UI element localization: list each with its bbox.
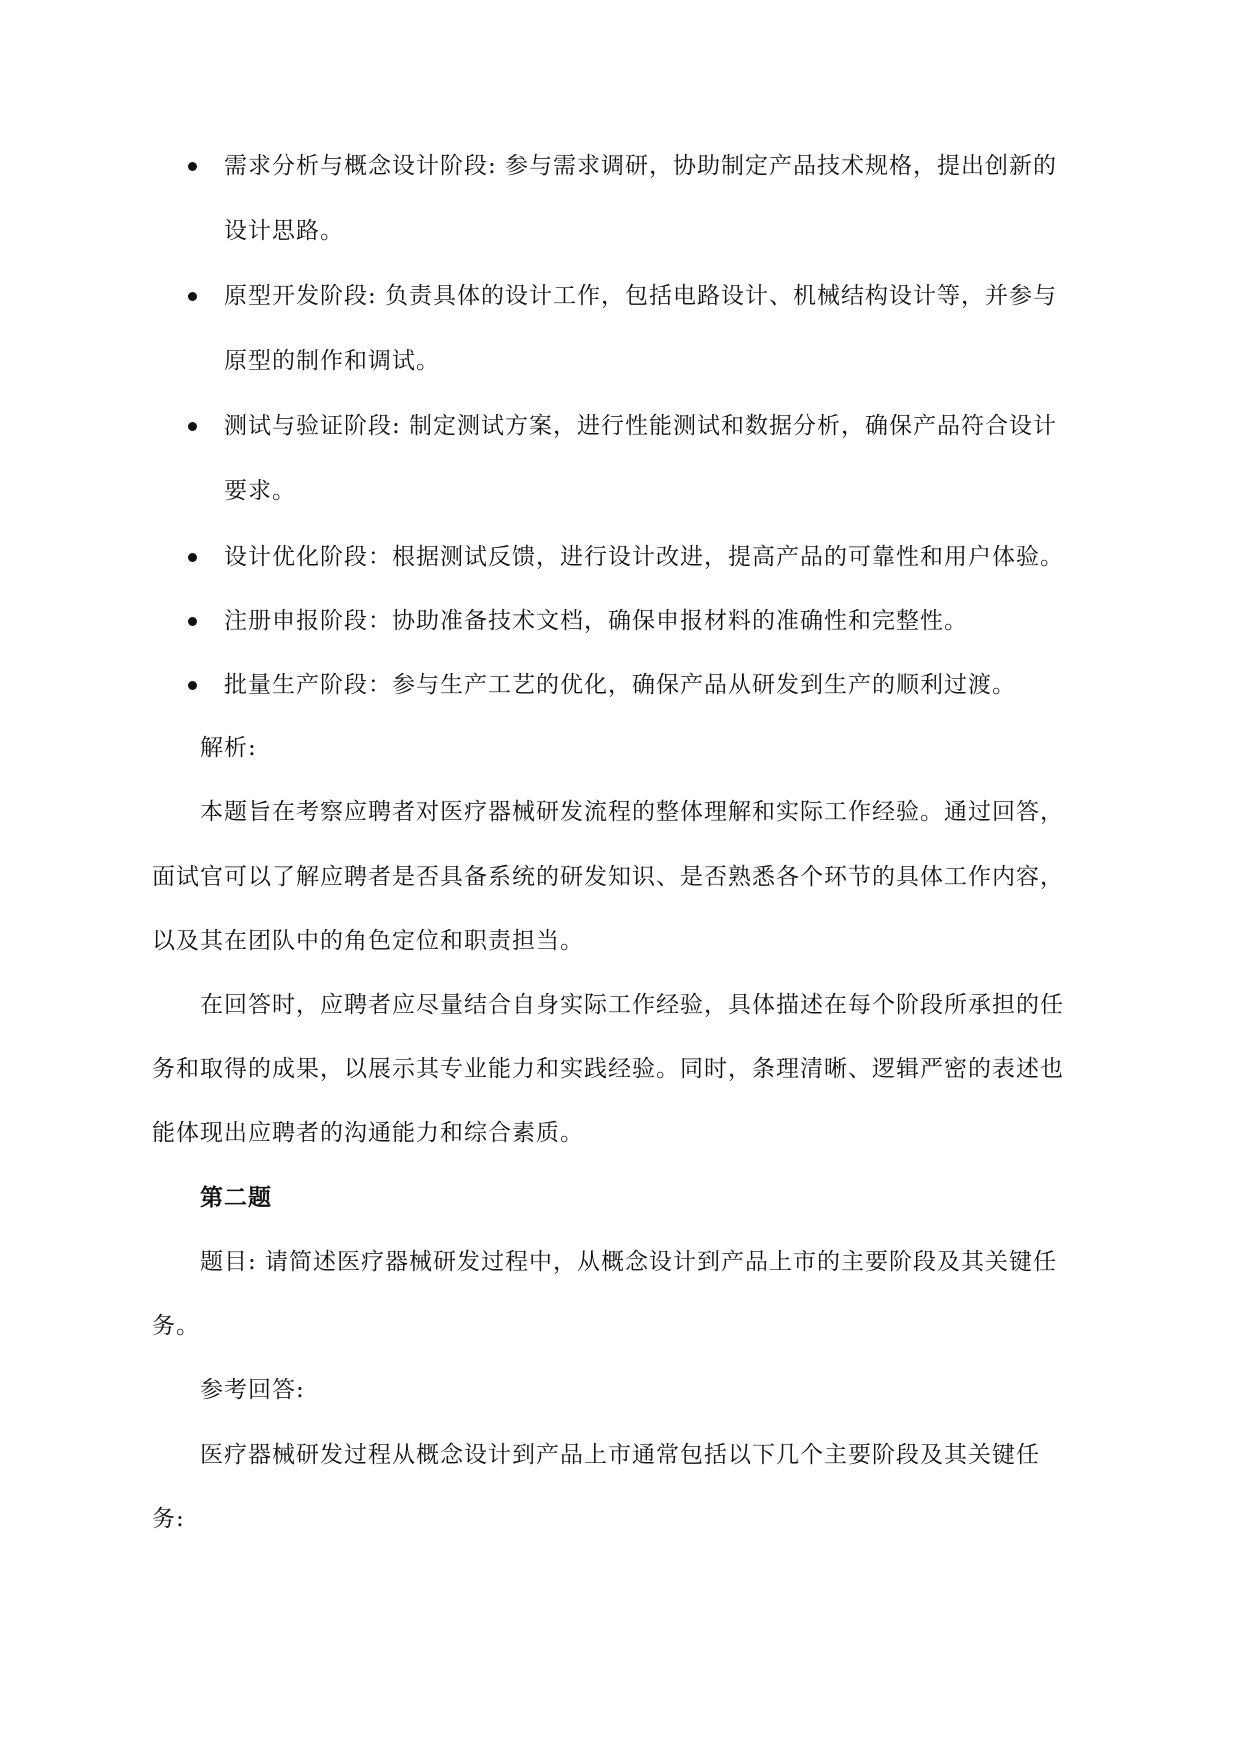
section-heading: 第二题	[200, 1184, 272, 1211]
answer-label: 参考回答:	[200, 1377, 305, 1403]
bullet-dot-icon	[188, 681, 197, 690]
question-text-line: 务。	[152, 1313, 200, 1339]
bullet-text-line: 注册申报阶段：协助准备技术文档，确保申报材料的准确性和完整性。	[224, 608, 968, 634]
analysis-paragraph-line: 本题旨在考察应聘者对医疗器械研发流程的整体理解和实际工作经验。通过回答，	[200, 799, 1064, 825]
question-text-line: 题目: 请简述医疗器械研发过程中，从概念设计到产品上市的主要阶段及其关键任	[200, 1249, 1058, 1275]
bullet-text-line: 批量生产阶段：参与生产工艺的优化，确保产品从研发到生产的顺利过渡。	[224, 672, 1016, 698]
bullet-text-line: 需求分析与概念设计阶段: 参与需求调研，协助制定产品技术规格，提出创新的	[224, 153, 1058, 179]
analysis-paragraph-line: 在回答时，应聘者应尽量结合自身实际工作经验，具体描述在每个阶段所承担的任	[200, 992, 1064, 1018]
bullet-text-line: 要求。	[224, 478, 296, 504]
bullet-text-line: 原型的制作和调试。	[224, 348, 440, 374]
analysis-paragraph-line: 面试官可以了解应聘者是否具备系统的研发知识、是否熟悉各个环节的具体工作内容，	[152, 864, 1064, 890]
bullet-text-line: 原型开发阶段: 负责具体的设计工作，包括电路设计、机械结构设计等，并参与	[224, 283, 1058, 309]
answer-text-line: 医疗器械研发过程从概念设计到产品上市通常包括以下几个主要阶段及其关键任	[200, 1442, 1040, 1468]
bullet-text-line: 设计思路。	[224, 218, 344, 244]
analysis-paragraph-line: 能体现出应聘者的沟通能力和综合素质。	[152, 1120, 584, 1146]
bullet-dot-icon	[188, 292, 197, 301]
bullet-dot-icon	[188, 617, 197, 626]
bullet-dot-icon	[188, 162, 197, 171]
bullet-text-line: 测试与验证阶段: 制定测试方案，进行性能测试和数据分析，确保产品符合设计	[224, 413, 1058, 439]
analysis-paragraph-line: 以及其在团队中的角色定位和职责担当。	[152, 928, 584, 954]
bullet-text-line: 设计优化阶段：根据测试反馈，进行设计改进，提高产品的可靠性和用户体验。	[224, 544, 1064, 570]
answer-text-line: 务:	[152, 1506, 185, 1532]
analysis-paragraph-line: 务和取得的成果，以展示其专业能力和实践经验。同时，条理清晰、逻辑严密的表述也	[152, 1056, 1064, 1082]
analysis-label: 解析:	[200, 735, 257, 761]
bullet-dot-icon	[188, 422, 197, 431]
bullet-dot-icon	[188, 553, 197, 562]
